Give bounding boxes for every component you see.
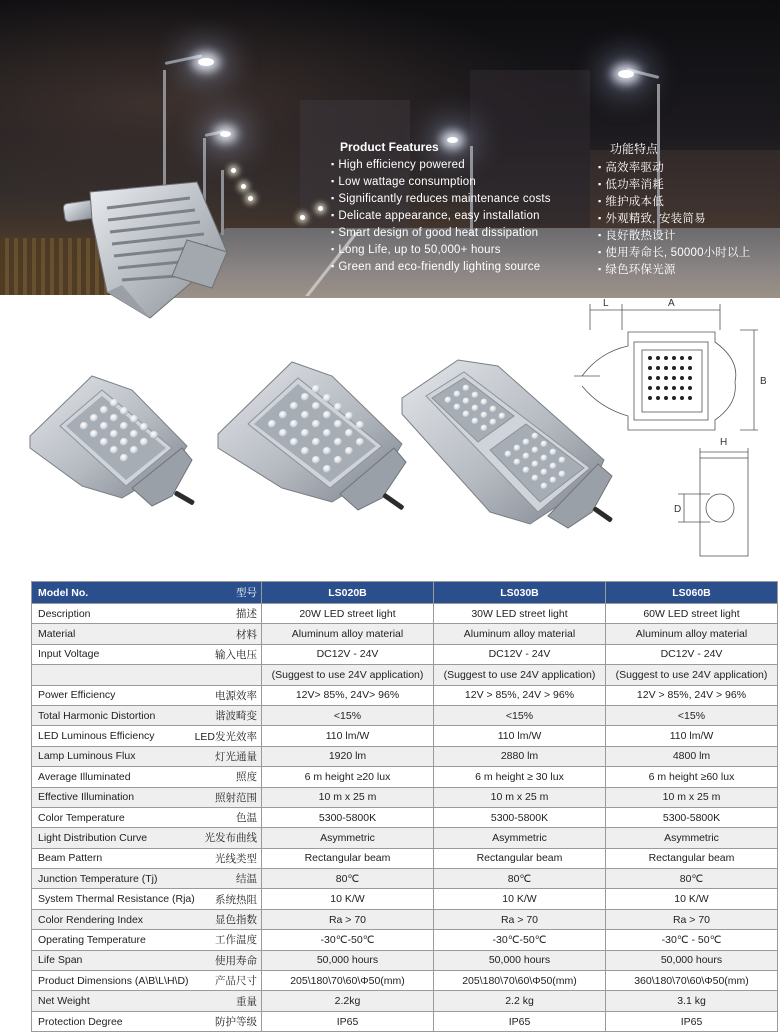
row-label-en: Description — [32, 604, 172, 624]
cell-ls060b: 80℃ — [606, 869, 778, 889]
cell-ls020b: Aluminum alloy material — [262, 624, 434, 644]
table-row — [32, 909, 778, 929]
cell-ls030b: 2880 lm — [434, 746, 606, 766]
product-photo-ls020b — [22, 368, 202, 518]
cell-ls060b: 5300-5800K — [606, 807, 778, 827]
row-label-en: Product Dimensions (A\B\L\H\D) — [32, 971, 172, 991]
cell-ls030b: 2.2 kg — [434, 991, 606, 1011]
cell-ls060b: 3.1 kg — [606, 991, 778, 1011]
cell-ls060b: 360\180\70\60\Φ50(mm) — [606, 971, 778, 991]
cell-ls020b: 5300-5800K — [262, 807, 434, 827]
cell-ls060b: Aluminum alloy material — [606, 624, 778, 644]
street-lamp-glow — [231, 168, 236, 173]
cell-ls030b: 10 K/W — [434, 889, 606, 909]
cell-ls020b: 110 lm/W — [262, 726, 434, 746]
product-features-cn — [598, 140, 750, 278]
row-label-en — [32, 665, 172, 685]
feature-item: ▪ 低功率消耗 — [598, 176, 750, 193]
feature-item: ▪ Low wattage consumption — [331, 173, 551, 190]
row-label-cn: 防护等级 — [172, 1011, 262, 1031]
street-lamp-glow — [248, 196, 253, 201]
feature-item: ▪ 外观精致, 安装简易 — [598, 210, 750, 227]
feature-item: ▪ 绿色环保光源 — [598, 261, 750, 278]
cell-ls020b: 2.2kg — [262, 991, 434, 1011]
features-title-cn: 功能特点 — [610, 142, 659, 156]
row-label-cn: 重量 — [172, 991, 262, 1011]
row-label-en: Beam Pattern — [32, 848, 172, 868]
row-label-cn: 灯光通量 — [172, 746, 262, 766]
cell-ls060b: (Suggest to use 24V application) — [606, 665, 778, 685]
cell-ls060b: Rectangular beam — [606, 848, 778, 868]
feature-item: ▪ Smart design of good heat dissipation — [331, 224, 551, 241]
features-list-en — [331, 156, 551, 275]
cell-ls030b: 80℃ — [434, 869, 606, 889]
cell-ls020b: -30℃-50℃ — [262, 930, 434, 950]
cell-ls060b: 10 m x 25 m — [606, 787, 778, 807]
row-label-en: Effective Illumination — [32, 787, 172, 807]
row-label-en: Color Temperature — [32, 807, 172, 827]
hero-banner — [0, 0, 780, 295]
table-row — [32, 644, 778, 664]
header-model-ls060b: LS060B — [606, 582, 778, 604]
row-label-cn: 照度 — [172, 767, 262, 787]
cell-ls030b: 205\180\70\60\Φ50(mm) — [434, 971, 606, 991]
dimension-drawings — [570, 290, 775, 560]
row-label-cn: 光发布曲线 — [172, 828, 262, 848]
cell-ls060b: Ra > 70 — [606, 909, 778, 929]
dim-label-d: D — [674, 504, 682, 515]
cell-ls030b: 12V > 85%, 24V > 96% — [434, 685, 606, 705]
cell-ls020b: (Suggest to use 24V application) — [262, 665, 434, 685]
table-row — [32, 950, 778, 970]
table-row — [32, 828, 778, 848]
street-pole-arm — [165, 54, 203, 65]
table-row — [32, 746, 778, 766]
product-features-en — [331, 140, 551, 275]
header-model-ls030b: LS030B — [434, 582, 606, 604]
cell-ls060b: 10 K/W — [606, 889, 778, 909]
row-label-cn: 使用寿命 — [172, 950, 262, 970]
feature-item: ▪ Significantly reduces maintenance costs — [331, 190, 551, 207]
cell-ls020b: 10 K/W — [262, 889, 434, 909]
row-label-en: Protection Degree — [32, 1011, 172, 1031]
row-label-en: Light Distribution Curve — [32, 828, 172, 848]
cell-ls020b: <15% — [262, 705, 434, 725]
table-row — [32, 705, 778, 725]
street-lamp-glow — [198, 58, 214, 66]
cell-ls030b: 5300-5800K — [434, 807, 606, 827]
cell-ls030b: (Suggest to use 24V application) — [434, 665, 606, 685]
row-label-en: Power Efficiency — [32, 685, 172, 705]
table-row — [32, 665, 778, 685]
spacer — [62, 290, 63, 291]
cell-ls030b: 10 m x 25 m — [434, 787, 606, 807]
table-row — [32, 991, 778, 1011]
feature-item: ▪ Green and eco-friendly lighting source — [331, 258, 551, 275]
cell-ls030b: Aluminum alloy material — [434, 624, 606, 644]
cell-ls030b: 6 m height ≥ 30 lux — [434, 767, 606, 787]
feature-item: ▪ Long Life, up to 50,000+ hours — [331, 241, 551, 258]
row-label-cn: 结温 — [172, 869, 262, 889]
cell-ls020b: 10 m x 25 m — [262, 787, 434, 807]
cell-ls060b: 110 lm/W — [606, 726, 778, 746]
cell-ls060b: 4800 lm — [606, 746, 778, 766]
row-label-en: Input Voltage — [32, 644, 172, 664]
cell-ls030b: Ra > 70 — [434, 909, 606, 929]
cell-ls020b: Asymmetric — [262, 828, 434, 848]
cell-ls060b: <15% — [606, 705, 778, 725]
cell-ls020b: 205\180\70\60\Φ50(mm) — [262, 971, 434, 991]
row-label-cn: 描述 — [172, 604, 262, 624]
table-row — [32, 767, 778, 787]
table-row — [32, 726, 778, 746]
feature-item: ▪ 维护成本低 — [598, 193, 750, 210]
table-row — [32, 604, 778, 624]
cell-ls020b: Rectangular beam — [262, 848, 434, 868]
street-lamp-glow — [220, 131, 231, 137]
table-header-row — [32, 582, 778, 604]
cell-ls060b: 12V > 85%, 24V > 96% — [606, 685, 778, 705]
cell-ls020b: 20W LED street light — [262, 604, 434, 624]
dim-label-l: L — [603, 298, 609, 309]
cell-ls020b: DC12V - 24V — [262, 644, 434, 664]
table-row — [32, 787, 778, 807]
feature-item: ▪ Delicate appearance, easy installation — [331, 207, 551, 224]
cell-ls030b: 50,000 hours — [434, 950, 606, 970]
header-model-cn: 型号 — [172, 582, 262, 604]
row-label-cn: 照射范围 — [172, 787, 262, 807]
cell-ls060b: DC12V - 24V — [606, 644, 778, 664]
table-row — [32, 624, 778, 644]
cell-ls030b: DC12V - 24V — [434, 644, 606, 664]
cell-ls060b: IP65 — [606, 1011, 778, 1031]
row-label-cn: 产品尺寸 — [172, 971, 262, 991]
row-label-en: Color Rendering Index — [32, 909, 172, 929]
row-label-cn: 材料 — [172, 624, 262, 644]
table-row — [32, 889, 778, 909]
row-label-cn: LED发光效率 — [172, 726, 262, 746]
feature-item: ▪ 良好散热设计 — [598, 227, 750, 244]
cell-ls020b: 1920 lm — [262, 746, 434, 766]
features-title-en: Product Features — [340, 140, 439, 154]
table-row — [32, 869, 778, 889]
cell-ls060b: -30℃ - 50℃ — [606, 930, 778, 950]
row-label-en: Total Harmonic Distortion — [32, 705, 172, 725]
row-label-en: Lamp Luminous Flux — [32, 746, 172, 766]
cell-ls060b: Asymmetric — [606, 828, 778, 848]
table-row — [32, 685, 778, 705]
street-lamp-glow — [241, 184, 246, 189]
table-row — [32, 807, 778, 827]
table-row — [32, 1011, 778, 1031]
cell-ls060b: 6 m height ≥60 lux — [606, 767, 778, 787]
cell-ls030b: Rectangular beam — [434, 848, 606, 868]
cell-ls030b: 30W LED street light — [434, 604, 606, 624]
street-lamp-glow — [300, 215, 305, 220]
specification-table-body — [32, 604, 778, 1032]
row-label-en: Material — [32, 624, 172, 644]
cell-ls030b: IP65 — [434, 1011, 606, 1031]
cell-ls020b: 80℃ — [262, 869, 434, 889]
cell-ls030b: -30℃-50℃ — [434, 930, 606, 950]
cell-ls020b: 12V> 85%, 24V> 96% — [262, 685, 434, 705]
street-lamp-glow — [618, 70, 634, 78]
cell-ls060b: 60W LED street light — [606, 604, 778, 624]
product-photo-ls030b — [212, 352, 412, 524]
cell-ls020b: IP65 — [262, 1011, 434, 1031]
row-label-cn: 光线类型 — [172, 848, 262, 868]
cell-ls060b: 50,000 hours — [606, 950, 778, 970]
row-label-en: Net Weight — [32, 991, 172, 1011]
cell-ls030b: 110 lm/W — [434, 726, 606, 746]
row-label-cn: 输入电压 — [172, 644, 262, 664]
features-list-cn — [598, 159, 750, 278]
row-label-en: System Thermal Resistance (Rja) — [32, 889, 172, 909]
row-label-cn: 系统热阻 — [172, 889, 262, 909]
row-label-en: LED Luminous Efficiency — [32, 726, 172, 746]
street-lamp-glow — [318, 206, 323, 211]
header-model-ls020b: LS020B — [262, 582, 434, 604]
row-label-cn: 谐波畸变 — [172, 705, 262, 725]
header-model-en: Model No. — [32, 582, 172, 604]
specification-table — [31, 581, 778, 1032]
cell-ls020b: 50,000 hours — [262, 950, 434, 970]
feature-item: ▪ High efficiency powered — [331, 156, 551, 173]
cell-ls030b: <15% — [434, 705, 606, 725]
feature-item: ▪ 使用寿命长, 50000小时以上 — [598, 244, 750, 261]
row-label-en: Life Span — [32, 950, 172, 970]
row-label-cn — [172, 665, 262, 685]
row-label-en: Junction Temperature (Tj) — [32, 869, 172, 889]
row-label-cn: 电源效率 — [172, 685, 262, 705]
cell-ls030b: Asymmetric — [434, 828, 606, 848]
table-row — [32, 930, 778, 950]
row-label-en: Average Illuminated — [32, 767, 172, 787]
row-label-cn: 工作温度 — [172, 930, 262, 950]
dim-label-b: B — [760, 376, 767, 387]
table-row — [32, 971, 778, 991]
fixture-top-view-photo — [62, 180, 237, 320]
cell-ls020b: 6 m height ≥20 lux — [262, 767, 434, 787]
dim-label-a: A — [668, 298, 675, 309]
row-label-cn: 显色指数 — [172, 909, 262, 929]
table-row — [32, 848, 778, 868]
feature-item: ▪ 高效率驱动 — [598, 159, 750, 176]
cell-ls020b: Ra > 70 — [262, 909, 434, 929]
row-label-en: Operating Temperature — [32, 930, 172, 950]
dim-label-h: H — [720, 437, 728, 448]
row-label-cn: 色温 — [172, 807, 262, 827]
